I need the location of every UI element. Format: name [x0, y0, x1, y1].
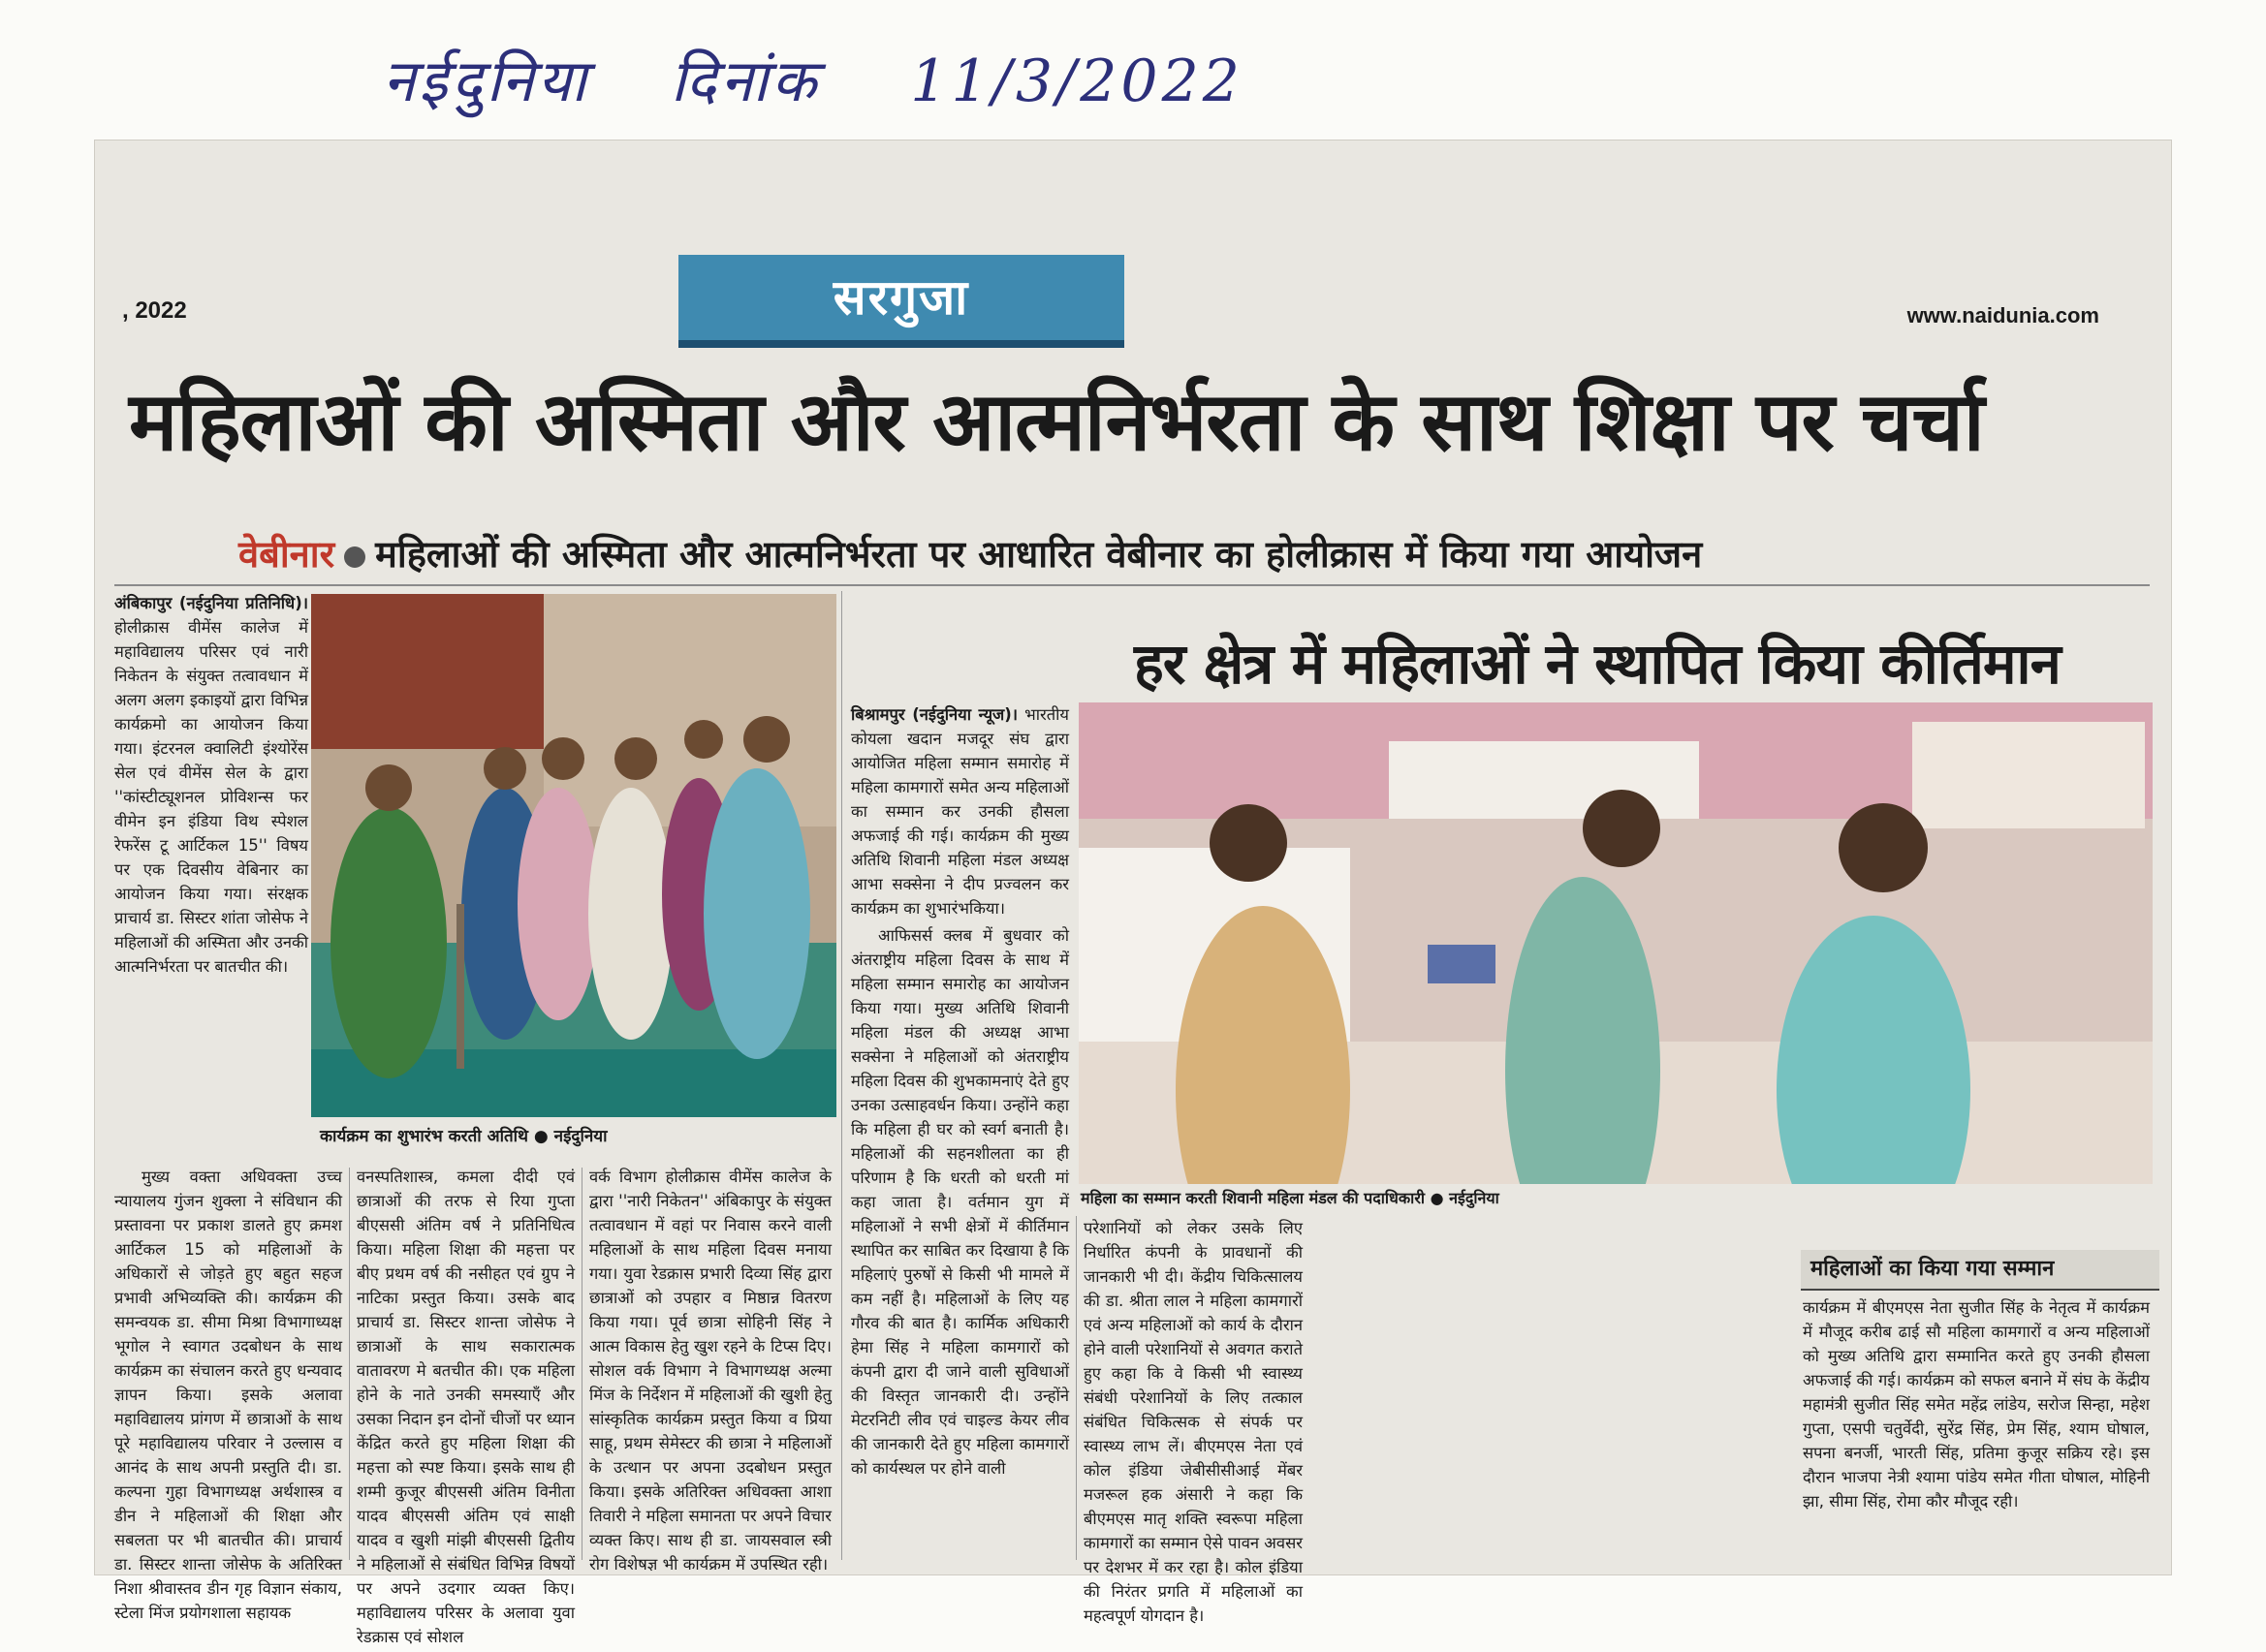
story2-column1	[851, 702, 1069, 1483]
main-headline: महिलाओं की अस्मिता और आत्मनिर्भरता के साथ शिक्षा पर चर्चा	[129, 374, 1984, 469]
story2-photo	[1079, 702, 2153, 1184]
credit-bullet-icon: ●	[533, 1127, 549, 1146]
story2-paragraph3: परेशानियों को लेकर उसके लिए निर्धारित कंपनी के प्रावधानों की जानकारी भी दी। केंद्रीय चिकित्सालय की डा. श्रीता लाल ने महिला कामगारों एवं अन्य महिलाओं को कार्य के दौरान होने वाली परेशानियों से अवगत कराते हुए कहा कि वे किसी भी स्वास्थ्य संबंधी परेशानियों के लिए तत्काल संबंधित चिकित्सक से संपर्क पर स्वास्थ्य लाभ लें। बीएमएस नेता एवं कोल इंडिया जेबीसीसीआई मेंबर मजरूल हक अंसारी ने कहा कि बीएमएस मातृ शक्ति स्वरूपा महिला कामगारों का सम्मान ऐसे पावन अवसर पर देशभर में कर रहा है। कोल इंडिया की निरंतर प्रगति में महिलाओं का महत्वपूर्ण योगदान है।	[1084, 1219, 1303, 1625]
sidebar-box-title: महिलाओं का किया गया सम्मान	[1801, 1250, 2159, 1291]
story1-column3	[589, 1165, 832, 1579]
story2-paragraph2: आफिसर्स क्लब में बुधवार को अंतराष्ट्रीय महिला दिवस के साथ में महिला सम्मान समारोह का आयोजन किया गया। मुख्य अतिथि शिवानी महिला मंडल की अध्यक्ष आभा सक्सेना ने महिलाओं को अंतराष्ट्रीय महिला दिवस की शुभकामनाएं देते हुए उनका उत्साहवर्धन किया। उन्होंने कहा कि महिला ही घर को स्वर्ग बनाती है। महिलाओं की सहनशीलता का ही परिणाम है कि धरती को धरती मां कहा जाता है। वर्तमान युग में महिलाओं ने सभी क्षेत्रों में कीर्तिमान स्थापित कर साबित कर दिखाया है कि महिलाएं पुरुषों से किसी भी मामले में कम नहीं है। महिलाओं के लिए यह गौरव की बात है। कार्मिक अधिकारी हेमा सिंह ने महिला कामगारों को कंपनी द्वारा दी जाने वाली सुविधाओं की विस्तृत जानकारी दी। उन्होंने मेटरनिटी लीव एवं चाइल्ड केयर लीव की जानकारी देते हुए महिला कामगारों को कार्यस्थल पर होने वाली	[851, 926, 1069, 1478]
subheadline	[238, 528, 1702, 578]
column-divider	[1076, 1216, 1077, 1560]
subheadline-text: महिलाओं की अस्मिता और आत्मनिर्भरता पर आधारित वेबीनार का होलीक्रास में किया गया आयोजन	[375, 533, 1703, 576]
sidebar-box-text	[1803, 1295, 2150, 1516]
newspaper-clipping	[95, 140, 2171, 1646]
bullet-icon	[344, 546, 365, 568]
story1-paragraph1: होलीक्रास वीमेंस कालेज में महाविद्यालय परिसर एवं नारी निकेतन के संयुक्त तत्वावधान में अलग अलग इकाइयों द्वारा विभिन्न कार्यक्रमो का आयोजन किया गया। इंटरनल क्वालिटी इंश्योरेंस सेल एवं वीमेंस सेल के द्वारा ''कांस्टीट्यूशनल प्रोविशन्स फर वीमेन इन इंडिया विथ स्पेशल रेफरेंस टू आर्टिकल 15'' विषय पर एक दिवसीय वेबिनार का आयोजन किया गया। संरक्षक प्राचार्य डा. सिस्टर शांता जोसेफ ने महिलाओं की अस्मिता और उनकी आत्मनिर्भरता पर बातचीत की।	[114, 618, 308, 976]
section-label: सरगुजा	[678, 255, 1124, 340]
story1-photo	[311, 594, 836, 1117]
inauguration-photo	[311, 594, 836, 1117]
story1-caption-text: कार्यक्रम का शुभारंभ करती अतिथि	[320, 1127, 528, 1146]
story1-dateline: अंबिकापुर (नईदुनिया प्रतिनिधि)।	[114, 594, 308, 612]
story1-paragraph3: वनस्पतिशास्त्र, कमला दीदी एवं छात्राओं की तरफ से रिया गुप्ता बीएससी अंतिम वर्ष ने प्रतिनिधित्व किया। महिला शिक्षा की महत्ता पर बीए प्रथम वर्ष की नसीहत एवं ग्रुप ने नाटिका प्रस्तुत किया। उसके बाद प्राचार्य डा. सिस्टर शान्ता जोसेफ ने छात्राओं के साथ सकारात्मक वातावरण मे बतचीत की। एक महिला होने के नाते उनकी समस्याएँ और उसका निदान इन दोनों चीजों पर ध्यान केंद्रित करते हुए महिला शिक्षा की महत्ता को स्पष्ट किया। इसके साथ ही शम्मी कुजूर बीएससी अंतिम विनीता यादव बीएससी अंतिम एवं साक्षी यादव व खुशी मांझी बीएससी द्वितीय ने महिलाओं से संबंधित विभिन्न विषयों पर अपने उदगार व्यक्त किए। महाविद्यालय परिसर के अलावा युवा रेडक्रास एवं सोशल	[357, 1168, 575, 1646]
story1-paragraph2: मुख्य वक्ता अधिवक्ता उच्च न्यायालय गुंजन शुक्ला ने संविधान की प्रस्तावना पर प्रकाश डालते हुए क्रमश आर्टिकल 15 को महिलाओं के अधिकारों से जोड़ते हुए बहुत सहज प्रभावी अभिव्यक्ति की। कार्यक्रम की समन्वयक डा. सीमा मिश्रा विभागाध्यक्ष भूगोल ने स्वागत उदबोधन के साथ कार्यक्रम का संचालन करते हुए धन्यवाद ज्ञापन किया। इसके अलावा महाविद्यालय प्रांगण में छात्राओं के साथ पूरे महाविद्यालय परिवार ने उल्लास व आनंद के साथ अपनी प्रस्तुति दी। डा. कल्पना गुहा विभागध्यक्ष अर्थशास्त्र व डीन ने महिलाओं की शिक्षा और सबलता पर भी बातचीत की। प्राचार्य डा. सिस्टर शान्ता जोसेफ के अतिरिक्त निशा श्रीवास्तव डीन गृह विज्ञान संकाय, स्टेला मिंज प्रयोगशाला सहायक	[114, 1168, 342, 1622]
story1-column2	[357, 1165, 575, 1652]
story2-column2	[1084, 1216, 1303, 1631]
story-divider	[841, 591, 842, 1560]
handwritten-paper: नईदुनिया	[383, 47, 590, 115]
story1-column1-top	[114, 591, 308, 982]
sidebar-box-paragraph: कार्यक्रम में बीएमएस नेता सुजीत सिंह के नेतृत्व में कार्यक्रम में मौजूद करीब ढाई सौ महिला कामगारों व अन्य महिलाओं को मुख्य अतिथि द्वारा सम्मानित करते हुए उनकी हौसला अफजाई की गई। कार्यक्रम को सफल बनाने में संघ के केंद्रीय महामंत्री सुजीत सिंह समेत महेंद्र लांडेय, सरोज सिन्हा, महेश गुप्ता, एसपी चतुर्वेदी, सुरेंद्र सिंह, प्रेम सिंह, श्याम घोषाल, सपना बनर्जी, भारती सिंह, प्रतिमा कुजूर सक्रिय रहे। इस दौरान भाजपा नेत्री श्यामा पांडेय समेत गीता घोषाल, मोहिनी झा, सीमा सिंह, रोमा कौर मौजूद रही।	[1803, 1298, 2150, 1511]
felicitation-photo	[1079, 702, 2153, 1184]
story1-column1-bottom	[114, 1165, 342, 1628]
handwritten-date: 11/3/2022	[910, 47, 1243, 115]
story2-photo-credit: नईदुनिया	[1449, 1189, 1499, 1207]
handwritten-label: दिनांक	[670, 47, 821, 115]
handwritten-note	[383, 39, 1243, 118]
story1-paragraph4: वर्क विभाग होलीक्रास वीमेंस कालेज के द्वारा ''नारी निकेतन'' अंबिकापुर के संयुक्त तत्वावधान में वहां पर निवास करने वाली महिलाओं के साथ महिला दिवस मनाया गया। युवा रेडक्रास प्रभारी दिव्या सिंह द्वारा छात्राओं को उपहार व मिष्ठान्न वितरण किया गया। पूर्व छात्रा सोहिनी सिंह ने आत्म विकास हेतु खुश रहने के टिप्स दिए। सोशल वर्क विभाग ने विभागध्यक्ष अल्मा मिंज के निर्देशन में महिलाओं की खुशी हेतु सांस्कृतिक कार्यक्रम प्रस्तुत किया व प्रिया साहू, प्रथम सेमेस्टर की छात्रा ने महिलाओं के उत्थान पर अपना उदबोधन प्रस्तुत किया। इसके अतिरिक्त अधिवक्ता आशा तिवारी ने महिला समानता पर अपने विचार व्यक्त किए। साथ ही डा. जायसवाल स्त्री रोग विशेषज्ञ भी कार्यक्रम में उपस्थित रही।	[589, 1168, 832, 1574]
story1-photo-credit: नईदुनिया	[553, 1127, 608, 1146]
story2-caption-text: महिला का सम्मान करती शिवानी महिला मंडल की पदाधिकारी	[1081, 1189, 1426, 1207]
story2-dateline: बिश्रामपुर (नईदुनिया न्यूज)।	[851, 705, 1019, 724]
story1-photo-caption	[320, 1124, 608, 1146]
kicker-label: वेबीनार	[238, 533, 335, 576]
story2-paragraph1: भारतीय कोयला खदान मजदूर संघ द्वारा आयोजित महिला सम्मान समारोह में महिला कामगारों समेत अन्य महिलाओं का सम्मान कर उनकी हौसला अफजाई की गई। कार्यक्रम की मुख्य अतिथि शिवानी महिला मंडल अध्यक्ष आभा सक्सेना ने दीप प्रज्वलन कर कार्यक्रम का शुभारंभकिया।	[851, 705, 1069, 918]
headline-rule	[114, 584, 2150, 586]
story2-headline: हर क्षेत्र में महिलाओं ने स्थापित किया कीर्तिमान	[1134, 631, 2061, 697]
column-divider	[349, 1168, 350, 1560]
section-label-underline	[678, 340, 1124, 348]
story2-photo-caption	[1081, 1187, 1499, 1208]
website-url: www.naidunia.com	[1906, 303, 2099, 327]
credit-bullet-icon: ●	[1430, 1189, 1444, 1207]
issue-year: , 2022	[122, 297, 187, 324]
